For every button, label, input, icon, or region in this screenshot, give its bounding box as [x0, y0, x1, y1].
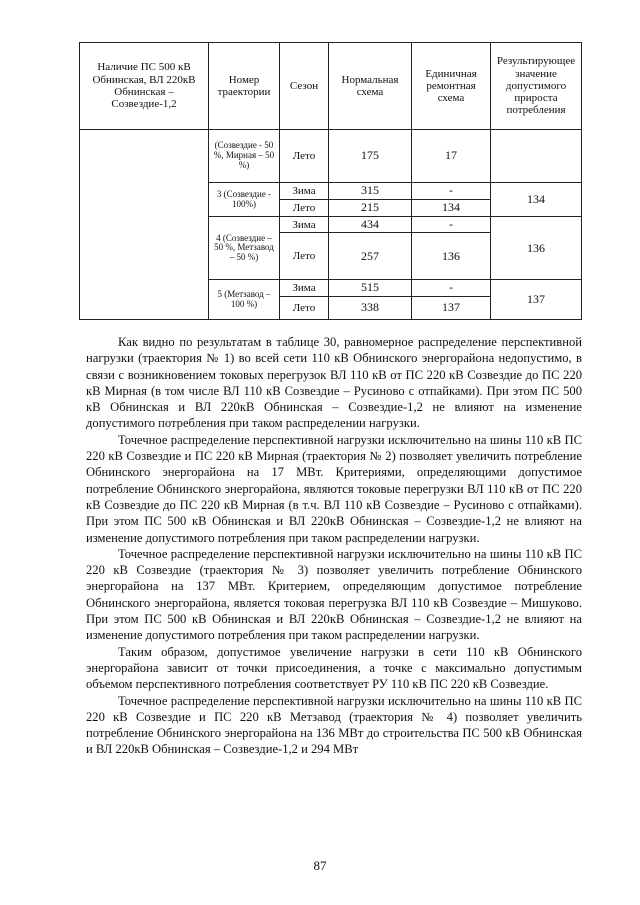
normal-cell: 257	[329, 233, 412, 280]
normal-cell: 315	[329, 183, 412, 200]
season-cell: Лето	[280, 130, 329, 183]
paragraph: Как видно по результатам в таблице 30, равномерное распределение перспективной нагрузки (траектория № 1) во всей сети 110 кВ Обнинского энергорайона недопустимо, в связи с возникновением токовых перегрузок ВЛ 110 кВ от ПС 220 кВ Созвездие до ПС 220 кВ Мирная (в том числе ВЛ 110 кВ Созвездие – Русиново с отпайками). При этом ПС 500 кВ Обнинская и ВЛ 220кВ Обнинская – Созвездие-1,2 не влияют на изменение допустимого потребления при таком распределении нагрузки.	[86, 335, 582, 431]
normal-cell: 175	[329, 130, 412, 183]
body-text	[86, 334, 582, 758]
table-header-row	[80, 43, 582, 130]
normal-cell: 434	[329, 217, 412, 233]
paragraph: Точечное распределение перспективной нагрузки исключительно на шины 110 кВ ПС 220 кВ Созвездие (траектория № 3) позволяет увеличить потребление Обнинского энергорайона на 137 МВт. Критерием, определяющим допустимое потребление Обнинского энергорайона, является токовая перегрузка ВЛ 110 кВ Созвездие – Мишуково. При этом ПС 500 кВ Обнинская и ВЛ 220кВ Обнинская – Созвездие-1,2 не влияют на изменение допустимого потребления при таком распределении нагрузки.	[86, 546, 582, 643]
table-row	[80, 130, 582, 183]
season-cell: Лето	[280, 200, 329, 217]
trajectory-cell: 3 (Созвездие - 100%)	[209, 183, 280, 217]
paragraph: Таким образом, допустимое увеличение нагрузки в сети 110 кВ Обнинского энергорайона зависит от точки присоединения, а точке с максимально допустимым объемом перспективного потребления соответствует РУ 110 кВ ПС 220 кВ Созвездие.	[86, 644, 582, 692]
trajectory-cell: 5 (Метзавод – 100 %)	[209, 280, 280, 319]
paragraph: Точечное распределение перспективной нагрузки исключительно на шины 110 кВ ПС 220 кВ Созвездие и ПС 220 кВ Метзавод (траектория № 4) позволяет увеличить потребление Обнинского энергорайона на 136 МВт до строительства ПС 500 кВ Обнинская и ВЛ 220кВ Обнинская – Созвездие-1,2 и 294 МВт	[86, 693, 582, 757]
repair-cell: -	[412, 280, 491, 296]
page-number: 87	[313, 858, 327, 873]
header-repair: Единичная ремонтная схема	[412, 43, 491, 130]
result-cell	[491, 130, 582, 183]
repair-cell: 136	[412, 233, 491, 280]
results-table	[79, 42, 582, 320]
header-result: Результирующее значение допустимого прироста потребления	[491, 43, 582, 130]
paragraph: Точечное распределение перспективной нагрузки исключительно на шины 110 кВ ПС 220 кВ Созвездие и ПС 220 кВ Мирная (траектория № 2) позволяет увеличить потребление Обнинского энергорайона на 17 МВт. Критериями, определяющими допустимое потребление Обнинского энергорайона, являются токовые перегрузки ВЛ 110 кВ от ПС 220 кВ Созвездие до ПС 220 кВ Мирная (в т.ч. ВЛ 110 кВ Созвездие – Русиново с отпайками). При этом ПС 500 кВ Обнинская и ВЛ 220кВ Обнинская – Созвездие-1,2 не влияют на изменение допустимого потребления при таком распределении нагрузки.	[86, 432, 582, 545]
trajectory-cell: (Созвездие - 50 %, Мирная – 50 %)	[209, 130, 280, 183]
normal-cell: 515	[329, 280, 412, 296]
header-normal: Нормальная схема	[329, 43, 412, 130]
result-cell: 136	[491, 217, 582, 280]
repair-cell: 137	[412, 296, 491, 319]
normal-cell: 338	[329, 296, 412, 319]
header-trajectory: Номер траектории	[209, 43, 280, 130]
repair-cell: 17	[412, 130, 491, 183]
header-season: Сезон	[280, 43, 329, 130]
trajectory-cell: 4 (Созвездие – 50 %, Метзавод – 50 %)	[209, 217, 280, 280]
repair-cell: -	[412, 217, 491, 233]
normal-cell: 215	[329, 200, 412, 217]
season-cell: Зима	[280, 183, 329, 200]
season-cell: Зима	[280, 217, 329, 233]
header-availability: Наличие ПС 500 кВ Обнинская, ВЛ 220кВ Обнинская – Созвездие-1,2	[80, 43, 209, 130]
result-cell: 137	[491, 280, 582, 319]
season-cell: Зима	[280, 280, 329, 296]
repair-cell: 134	[412, 200, 491, 217]
repair-cell: -	[412, 183, 491, 200]
season-cell: Лето	[280, 296, 329, 319]
result-cell: 134	[491, 183, 582, 217]
availability-cell	[80, 130, 209, 320]
season-cell: Лето	[280, 233, 329, 280]
